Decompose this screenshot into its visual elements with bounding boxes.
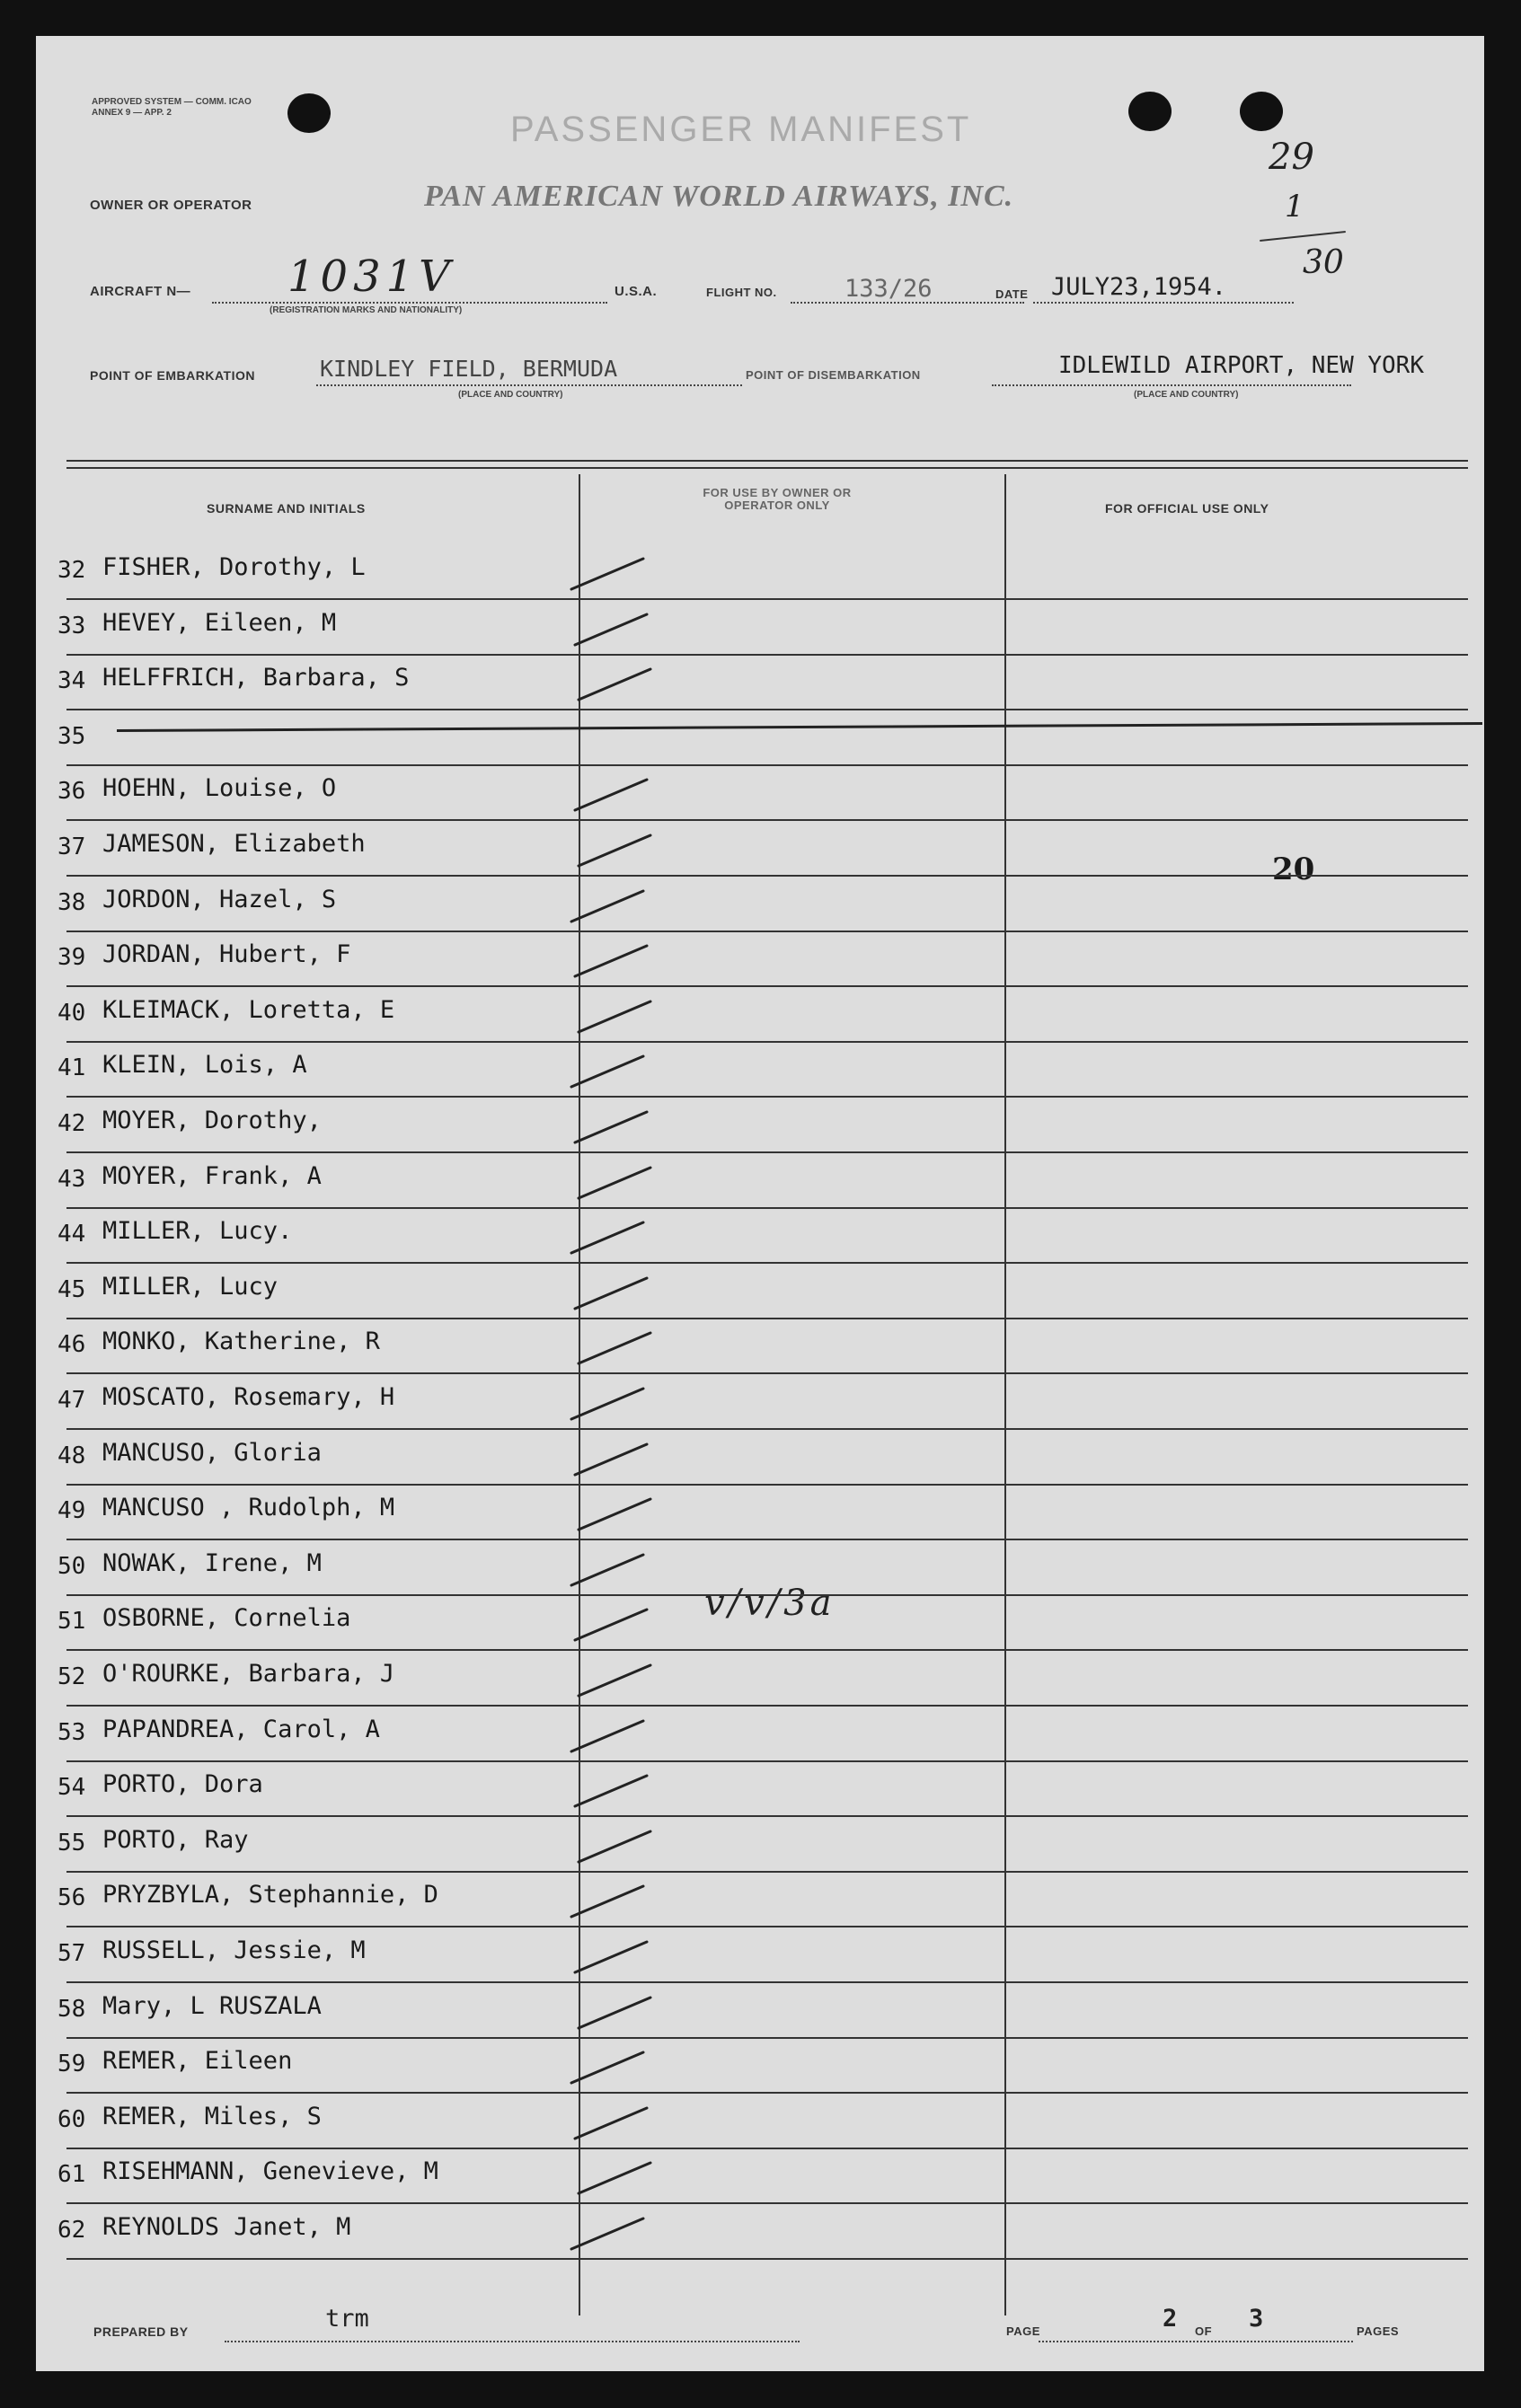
passenger-name: JORDAN, Hubert, F bbox=[102, 940, 351, 969]
table-row bbox=[57, 1494, 561, 1533]
row-number: 61 bbox=[57, 2161, 86, 2189]
punch-hole-right bbox=[1128, 92, 1172, 131]
table-row bbox=[57, 723, 561, 759]
passenger-name: KLEIN, Lois, A bbox=[102, 1051, 307, 1080]
punch-hole-right-2 bbox=[1240, 92, 1283, 131]
row-rule bbox=[66, 1372, 1468, 1374]
check-mark-icon bbox=[568, 551, 649, 596]
table-row bbox=[57, 1991, 561, 2032]
table-row bbox=[57, 2157, 561, 2197]
table-row bbox=[57, 1161, 561, 1202]
table-row bbox=[57, 1217, 561, 1257]
table-row bbox=[57, 1604, 561, 1644]
table-top-rule bbox=[66, 460, 1468, 469]
check-mark-icon bbox=[568, 1548, 649, 1592]
row-number: 46 bbox=[57, 1331, 86, 1359]
row-rule bbox=[66, 2037, 1468, 2039]
row-number: 58 bbox=[57, 1995, 86, 2023]
table-row bbox=[57, 995, 561, 1036]
check-mark-icon bbox=[575, 2156, 656, 2201]
table-row bbox=[57, 940, 561, 980]
table-row bbox=[57, 1660, 561, 1699]
prepared-value: trm bbox=[325, 2305, 369, 2333]
row-rule bbox=[66, 985, 1468, 987]
check-mark-icon bbox=[568, 1381, 649, 1426]
table-row bbox=[57, 1715, 561, 1755]
check-mark-icon bbox=[571, 607, 652, 652]
check-mark-icon bbox=[568, 1714, 649, 1759]
row-number: 54 bbox=[57, 1774, 86, 1802]
check-mark-icon bbox=[575, 662, 656, 707]
flight-label: FLIGHT NO. bbox=[706, 286, 777, 299]
row-number: 47 bbox=[57, 1387, 86, 1414]
row-number: 56 bbox=[57, 1884, 86, 1912]
margin-note: v/v/3a bbox=[704, 1583, 836, 1624]
row-rule bbox=[66, 764, 1468, 766]
punch-hole-left-1 bbox=[287, 93, 331, 133]
page-value: 2 bbox=[1163, 2305, 1178, 2333]
table-row bbox=[57, 1825, 561, 1866]
row-rule bbox=[66, 2202, 1468, 2204]
row-number: 50 bbox=[57, 1552, 86, 1580]
check-mark-icon bbox=[568, 2211, 649, 2256]
row-number: 44 bbox=[57, 1221, 86, 1248]
row-rule bbox=[66, 1871, 1468, 1873]
table-row bbox=[57, 885, 561, 925]
passenger-name: PORTO, Ray bbox=[102, 1825, 249, 1854]
flight-underline bbox=[791, 302, 1024, 304]
check-mark-icon bbox=[571, 772, 652, 817]
row-rule bbox=[66, 1594, 1468, 1596]
row-number: 45 bbox=[57, 1275, 86, 1303]
row-number: 39 bbox=[57, 944, 86, 972]
aircraft-value: 1031V bbox=[287, 251, 455, 302]
row-rule bbox=[66, 1649, 1468, 1651]
embark-sub: (PLACE AND COUNTRY) bbox=[458, 390, 563, 400]
embark-underline bbox=[316, 384, 742, 386]
passenger-name: JORDON, Hazel, S bbox=[102, 885, 337, 913]
operator-name: PAN AMERICAN WORLD AIRWAYS, INC. bbox=[424, 180, 1014, 213]
date-value: JULY23,1954. bbox=[1051, 273, 1227, 301]
passenger-name: OSBORNE, Cornelia bbox=[102, 1604, 351, 1633]
page-underline bbox=[1039, 2341, 1353, 2342]
aircraft-underline bbox=[212, 302, 607, 304]
passenger-name: MILLER, Lucy bbox=[102, 1272, 279, 1301]
embark-label: POINT OF EMBARKATION bbox=[90, 368, 255, 383]
date-underline bbox=[1033, 302, 1294, 304]
check-mark-icon bbox=[568, 2045, 649, 2090]
row-rule bbox=[66, 1760, 1468, 1762]
passenger-name: O'ROURKE, Barbara, J bbox=[102, 1660, 395, 1688]
column-divider-2 bbox=[1004, 474, 1006, 2315]
prepared-label: PREPARED BY bbox=[93, 2324, 189, 2339]
flight-value: 133/26 bbox=[845, 275, 933, 303]
check-mark-icon bbox=[571, 939, 652, 983]
check-mark-icon bbox=[568, 1879, 649, 1924]
passenger-name: REMER, Eileen bbox=[102, 2047, 293, 2076]
row-rule bbox=[66, 1926, 1468, 1927]
row-number: 36 bbox=[57, 778, 86, 806]
row-number: 38 bbox=[57, 888, 86, 916]
disembark-label: POINT OF DISEMBARKATION bbox=[746, 368, 921, 382]
row-rule bbox=[66, 875, 1468, 877]
row-number: 62 bbox=[57, 2217, 86, 2244]
row-number: 42 bbox=[57, 1110, 86, 1137]
check-mark-icon bbox=[575, 1160, 656, 1205]
disembark-sub: (PLACE AND COUNTRY) bbox=[1134, 390, 1239, 400]
row-number: 55 bbox=[57, 1829, 86, 1857]
owner-label: OWNER OR OPERATOR bbox=[90, 198, 252, 213]
passenger-name: MILLER, Lucy. bbox=[102, 1217, 293, 1246]
table-row bbox=[57, 1438, 561, 1478]
row-number: 32 bbox=[57, 557, 86, 584]
row-rule bbox=[66, 931, 1468, 932]
table-row bbox=[57, 1936, 561, 1976]
of-label: OF bbox=[1195, 2324, 1213, 2338]
row-number: 60 bbox=[57, 2105, 86, 2133]
page-label: PAGE bbox=[1006, 2324, 1040, 2338]
passenger-name: MANCUSO , Rudolph, M bbox=[102, 1494, 395, 1522]
table-row bbox=[57, 774, 561, 814]
passenger-name: REYNOLDS Janet, M bbox=[102, 2213, 351, 2241]
row-rule bbox=[66, 2092, 1468, 2094]
usa-label: U.S.A. bbox=[615, 284, 658, 299]
row-number: 37 bbox=[57, 834, 86, 860]
of-value: 3 bbox=[1249, 2305, 1264, 2333]
passenger-name: JAMESON, Elizabeth bbox=[102, 830, 366, 858]
row-number: 57 bbox=[57, 1940, 86, 1967]
check-mark-icon bbox=[571, 1105, 652, 1150]
table-row bbox=[57, 1327, 561, 1367]
passenger-name: PRYZBYLA, Stephannie, D bbox=[102, 1881, 438, 1910]
row-number: 35 bbox=[57, 722, 86, 750]
corner-note-1: 1 bbox=[1285, 189, 1304, 225]
row-rule bbox=[66, 2258, 1468, 2260]
table-row bbox=[57, 553, 561, 593]
row-rule bbox=[66, 1484, 1468, 1486]
check-mark-icon bbox=[571, 1271, 652, 1316]
check-mark-icon bbox=[575, 1990, 656, 2035]
row-number: 52 bbox=[57, 1663, 86, 1690]
table-row bbox=[57, 1881, 561, 1920]
corner-note-30: 30 bbox=[1303, 244, 1344, 281]
row-number: 48 bbox=[57, 1442, 86, 1469]
check-mark-icon bbox=[568, 884, 649, 929]
manifest-sheet bbox=[36, 36, 1484, 2371]
check-mark-icon bbox=[571, 2101, 652, 2146]
disembark-value: IDLEWILD AIRPORT, NEW YORK bbox=[1058, 352, 1424, 379]
aircraft-sub: (REGISTRATION MARKS AND NATIONALITY) bbox=[270, 305, 463, 315]
prepared-underline bbox=[225, 2341, 800, 2342]
date-label: DATE bbox=[995, 287, 1029, 301]
passenger-name: MOSCATO, Rosemary, H bbox=[102, 1383, 395, 1411]
passenger-name: HEVEY, Eileen, M bbox=[102, 608, 337, 637]
row-number: 33 bbox=[57, 612, 86, 639]
row-rule bbox=[66, 1428, 1468, 1430]
passenger-name: HELFFRICH, Barbara, S bbox=[102, 664, 410, 692]
row-number: 51 bbox=[57, 1608, 86, 1636]
manifest-title: PASSENGER MANIFEST bbox=[510, 110, 972, 149]
passenger-name: RUSSELL, Jessie, M bbox=[102, 1936, 366, 1964]
row-number: 40 bbox=[57, 999, 86, 1027]
row-number: 41 bbox=[57, 1054, 86, 1082]
official-note: 20 bbox=[1272, 851, 1315, 887]
row-rule bbox=[66, 598, 1468, 600]
check-mark-icon bbox=[568, 1049, 649, 1094]
table-row bbox=[57, 1272, 561, 1312]
row-rule bbox=[66, 1705, 1468, 1707]
col-header-official-use: FOR OFFICIAL USE ONLY bbox=[1105, 501, 1269, 516]
pages-label: PAGES bbox=[1357, 2324, 1400, 2338]
corner-note-29: 29 bbox=[1269, 137, 1314, 178]
table-row bbox=[57, 1548, 561, 1589]
row-number: 59 bbox=[57, 2051, 86, 2078]
table-row bbox=[57, 2047, 561, 2086]
row-rule bbox=[66, 709, 1468, 710]
passenger-name: MOYER, Frank, A bbox=[102, 1161, 322, 1190]
col-header-surname: SURNAME AND INITIALS bbox=[207, 501, 366, 516]
passenger-name: KLEIMACK, Loretta, E bbox=[102, 995, 395, 1024]
check-mark-icon bbox=[575, 828, 656, 873]
check-mark-icon bbox=[575, 1658, 656, 1703]
embark-value: KINDLEY FIELD, BERMUDA bbox=[320, 356, 618, 382]
passenger-name: MANCUSO, Gloria bbox=[102, 1438, 322, 1467]
row-rule bbox=[66, 1151, 1468, 1153]
row-rule bbox=[66, 1815, 1468, 1817]
approval-text: APPROVED SYSTEM — COMM. ICAO ANNEX 9 — APP. 2 bbox=[92, 97, 252, 118]
row-number: 34 bbox=[57, 667, 86, 695]
row-rule bbox=[66, 1262, 1468, 1264]
check-mark-icon bbox=[571, 1602, 652, 1647]
passenger-name: RISEHMANN, Genevieve, M bbox=[102, 2157, 438, 2186]
check-mark-icon bbox=[568, 1215, 649, 1260]
row-rule bbox=[66, 654, 1468, 656]
check-mark-icon bbox=[575, 994, 656, 1039]
passenger-name: FISHER, Dorothy, L bbox=[102, 553, 366, 581]
passenger-name: PORTO, Dora bbox=[102, 1770, 263, 1799]
table-row bbox=[57, 830, 561, 869]
passenger-name: Mary, L RUSZALA bbox=[102, 1991, 322, 2020]
passenger-name: MOYER, Dorothy, bbox=[102, 1107, 322, 1134]
passenger-name: PAPANDREA, Carol, A bbox=[102, 1715, 380, 1743]
row-rule bbox=[66, 2148, 1468, 2149]
row-rule bbox=[66, 1981, 1468, 1983]
table-row bbox=[57, 1051, 561, 1090]
check-mark-icon bbox=[575, 1326, 656, 1371]
row-rule bbox=[66, 1041, 1468, 1043]
row-number: 53 bbox=[57, 1718, 86, 1746]
table-row bbox=[57, 1770, 561, 1810]
passenger-name: REMER, Miles, S bbox=[102, 2102, 322, 2130]
row-rule bbox=[66, 1318, 1468, 1319]
aircraft-label: AIRCRAFT N— bbox=[90, 284, 191, 299]
row-rule bbox=[66, 819, 1468, 821]
table-row bbox=[57, 664, 561, 703]
col-header-owner-use: FOR USE BY OWNER OR OPERATOR ONLY bbox=[703, 486, 852, 512]
table-row bbox=[57, 2102, 561, 2142]
check-mark-icon bbox=[571, 1437, 652, 1482]
passenger-name: NOWAK, Irene, M bbox=[102, 1548, 322, 1577]
passenger-name: MONKO, Katherine, R bbox=[102, 1327, 380, 1356]
check-mark-icon bbox=[571, 1935, 652, 1980]
disembark-underline bbox=[992, 384, 1351, 386]
check-mark-icon bbox=[575, 1824, 656, 1869]
passenger-name: HOEHN, Louise, O bbox=[102, 774, 337, 803]
check-mark-icon bbox=[575, 1492, 656, 1537]
row-rule bbox=[66, 1539, 1468, 1540]
corner-note-fraction-line bbox=[1260, 231, 1346, 242]
table-row bbox=[57, 2213, 561, 2253]
row-number: 49 bbox=[57, 1497, 86, 1525]
table-row bbox=[57, 608, 561, 648]
table-row bbox=[57, 1107, 561, 1146]
row-number: 43 bbox=[57, 1165, 86, 1193]
check-mark-icon bbox=[571, 1769, 652, 1813]
table-row bbox=[57, 1383, 561, 1423]
row-rule bbox=[66, 1096, 1468, 1098]
row-rule bbox=[66, 1207, 1468, 1209]
